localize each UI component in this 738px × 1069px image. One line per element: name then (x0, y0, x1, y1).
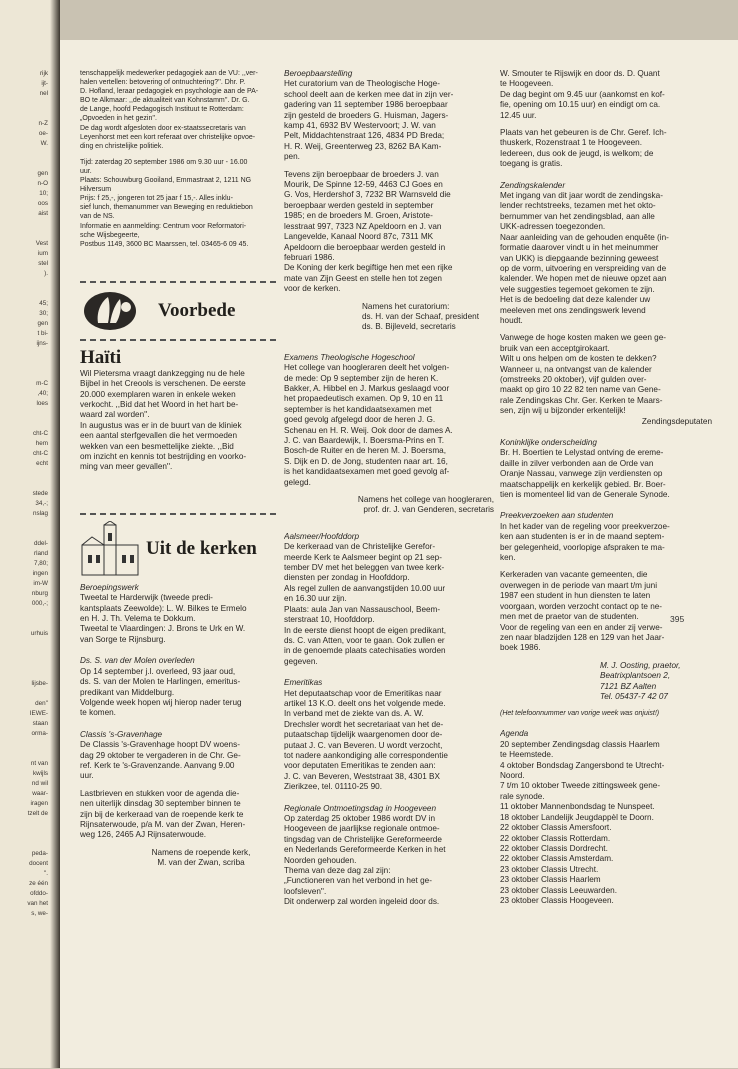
text-line: putaat J. C. van Beveren. U wordt verzocht, (284, 740, 443, 750)
text-line: men met de praetor van de studenten. (500, 612, 639, 622)
text-line: Thema van deze dag zal zijn: (284, 866, 391, 876)
text-line: ds. H. van der Schaaf, president (362, 311, 479, 321)
text-line: meeleven met ons zendingswerk levend (500, 305, 646, 315)
text-line: Wanneer u, na ontvangst van de kalender (500, 364, 652, 374)
agenda-item: Noord. (500, 771, 525, 781)
margin-fragment: oe- (38, 130, 48, 137)
text-line: Als regel zullen de aanvangstijden 10.00 uur (284, 583, 446, 593)
margin-fragment: gen (37, 170, 48, 177)
text-line: Het college van hoogleraren deelt het volgen- (284, 363, 450, 373)
zendingskalender-heading: Zendingskalender (500, 180, 566, 190)
beroepingswerk-text (80, 593, 276, 645)
haiti-text (80, 369, 276, 473)
phone-note: (Het telefoonnummer van vorige week was onjuist!) (500, 710, 660, 718)
text-line: BO te Alkmaar: ,,de aktualiteit van Kohnstamm''. Dr. G. (80, 97, 250, 105)
classis-heading: Classis 's-Gravenhage (80, 729, 163, 739)
preek-heading: Preekverzoeken aan studenten (500, 511, 614, 521)
margin-fragment: den'' (35, 700, 48, 707)
text-line: Het deputaatschap voor de Emeritikas naar (284, 688, 442, 698)
text-line: zijn bij de kerkeraad van de roepende kerk te (80, 809, 244, 819)
text-line: „Opvoeden in het gezin''. (80, 115, 157, 123)
text-line: bernummer van het zendingsblad, aan alle (500, 211, 655, 221)
text-line: Op zaterdag 25 oktober 1986 wordt DV in (284, 814, 436, 823)
koninklijke-heading: Koninklijke onderscheiding (500, 438, 597, 447)
text-line: tember DV met het beleggen van twee kerk- (284, 563, 445, 573)
margin-fragment: staan (32, 720, 48, 727)
text-line: lender rechtstreeks, tezamen met het okto- (500, 201, 656, 211)
text-line: boek 1986. (500, 643, 541, 653)
agenda-item: 22 oktober Classis Amsterdam. (500, 854, 614, 864)
column-1 (80, 69, 276, 1069)
curatorium-signature (284, 302, 494, 333)
text-line: gelegd. (284, 477, 311, 487)
text-line: in de genoemde plaats catechisaties worden (284, 646, 446, 656)
text-line: het propaedeutisch examen. Op 9, 10 en 11 (284, 394, 444, 404)
text-line: februari 1986. (284, 252, 335, 262)
text-line: In de eerste dienst hoopt de eigen predikant, (284, 625, 447, 635)
zending-signature: Zendingsdeputaten (641, 416, 712, 426)
agenda-item: te Heemstede. (500, 750, 554, 760)
plaats-text (500, 128, 712, 170)
text-line: gegeven. (284, 656, 318, 666)
margin-fragment: n-Z (38, 120, 48, 127)
text-line: In augustus was er in de buurt van de kliniek (80, 420, 242, 430)
text-line: Namens de roepende kerk, (151, 847, 251, 857)
margin-fragment: orma- (31, 730, 48, 737)
text-line: Tel. 05437-7 42 07 (600, 691, 668, 701)
text-line: thuskerk, Rozenstraat 1 te Hoogeveen. (500, 138, 642, 148)
text-line: school deelt aan de kerken mee dat in zijn ver- (284, 89, 454, 99)
margin-fragment: peda- (31, 850, 48, 857)
emeritikas-heading: Emeritikas (284, 678, 323, 688)
text-line: Met ingang van dit jaar wordt de zendingska- (500, 191, 663, 201)
margin-fragment: 7,80; (33, 560, 48, 567)
agenda-item: 20 september Zendingsdag classis Haarlem (500, 739, 660, 749)
text-line: Op 14 september j.l. overleed, 93 jaar oud, (80, 666, 236, 676)
text-line: de mede: Op 9 september zijn de heren K. (284, 373, 439, 383)
text-line: ds. B. Bijleveld, secretaris (362, 322, 456, 332)
text-line: ming van meer gevallen''. (80, 462, 173, 472)
text-line: Mourik, De Spinne 12-59, 4463 CJ Goes en (284, 180, 443, 190)
text-line: houdt. (500, 315, 523, 325)
text-line: Prijs: f 25,-, jongeren tot 25 jaar f 15,-. Alles inklu- (80, 195, 233, 203)
text-line: Naar aanleiding van de gehouden enquête (in- (500, 232, 669, 242)
margin-fragment: cht-C (32, 430, 48, 437)
beroep-text (284, 79, 494, 162)
dashed-rule (80, 281, 276, 283)
roepende-kerk-signature (80, 848, 276, 869)
text-line: Zierikzee, tel. 01110-25 90. (284, 782, 383, 792)
continuation-text (500, 69, 712, 121)
text-line: zen naar bladzijden 128 en 129 van het Jaar- (500, 632, 665, 642)
text-line: voorgaan, worden verzocht contact op te ne- (500, 601, 663, 611)
agenda-item: 23 oktober Classis Utrecht. (500, 864, 599, 874)
text-line: Leyenhorst met een kort referaat over christelijke opvoe- (80, 133, 256, 141)
text-line: De Koning der kerk begiftige hen met een rijke (284, 263, 453, 273)
intro-text (80, 69, 276, 151)
text-line: Voor de regeling van een en ander zij verwe- (500, 622, 663, 632)
regionale-heading: Regionale Ontmoetingsdag in Hoogeveen (284, 803, 437, 813)
praying-hands-icon (80, 289, 144, 333)
text-line: september is het kandidaatsexamen met (284, 404, 432, 414)
margin-fragment: W. (40, 140, 48, 147)
text-line: Namens het college van hoogleraren, (357, 495, 494, 505)
text-line: ds. C. van Atten, voor te gaan. Ook zullen er (284, 635, 445, 645)
margin-fragment: 000,-; (31, 600, 48, 607)
margin-fragment: m-C (36, 380, 48, 387)
text-line: fie, opening om 10.15 uur) en eindigt om ca. (500, 100, 661, 110)
aalsmeer-text (284, 542, 494, 667)
text-line: S. Dijk en D. de Jong, studenten naar art. 16, (284, 456, 448, 466)
text-line: lesstraat 997, 7323 NZ Apeldoorn en J. van (284, 221, 442, 231)
text-line: beroepbaar werden gesteld in september (284, 200, 434, 210)
margin-fragment: ''. (43, 870, 48, 877)
margin-fragment: 30; (39, 310, 48, 317)
margin-fragment: cht-C (32, 450, 48, 457)
margin-fragment: rijk (39, 70, 48, 77)
text-line: De kerkeraad van de Christelijke Gerefor- (284, 542, 436, 552)
text-line: vele suggesties tegemoet gekomen te zijn. (500, 284, 655, 294)
text-line: ds. S. van der Molen te Harlingen, emeritus- (80, 677, 241, 687)
voorbede-title: Voorbede (158, 299, 236, 321)
margin-fragment: ). (44, 270, 48, 277)
margin-fragment: s, we- (31, 910, 48, 917)
text-line: pen. (284, 152, 300, 162)
margin-fragment: ium (37, 250, 48, 257)
text-line: tenschappelijk medewerker pedagogiek aan de VU: ,,ver- (80, 70, 258, 77)
text-line: J. C. van Baardewijk, I. Boersma-Prins en T. (284, 436, 445, 445)
koninklijke-text (500, 448, 712, 500)
text-line: sche Wijsbegeerte, (80, 231, 140, 239)
margin-fragment: nburg (31, 590, 48, 597)
text-line: Schenau en H. R. Weij. Ook door de dames A. (284, 425, 453, 435)
agenda-item: 18 oktober Landelijk Jeugdappèl te Doorn. (500, 812, 654, 822)
text-line: weg 126, 2465 AJ Rijnsaterwoude. (80, 830, 207, 840)
kerken-title: Uit de kerken (146, 537, 257, 559)
text-line: Volgende week hopen wij hierop nader terug (80, 697, 242, 707)
text-line: Informatie en aanmelding: Centrum voor Reformatori- (80, 222, 247, 230)
magazine-page (60, 40, 738, 1068)
text-line: UKK-adressen toegezonden. (500, 222, 606, 232)
text-line: putaatschap tijdelijk waargenomen door de- (284, 730, 443, 740)
text-line: Bosch-de Ruiter en de heren M. J. Boersma, (284, 446, 447, 456)
text-line: G. Vos, Herdershof 3, 7232 BR Warnsveld die (284, 190, 451, 200)
margin-fragment: nt van (30, 760, 48, 767)
text-line: Langevelde, Kanaal Noord 87c, 7311 MK (284, 232, 434, 242)
text-line: en H. J. Th. Velema te Dokkum. (80, 614, 196, 624)
margin-fragment: IEWE- (29, 710, 48, 717)
text-line: uur. (80, 167, 92, 175)
exam-text (284, 363, 494, 488)
page-number: 395 (670, 614, 685, 624)
haiti-title: Haïti (80, 346, 122, 368)
text-line: „Functioneren van het verbond in het ge- (284, 876, 432, 886)
text-line: ber gelegenheid, voorlopige afspraken te ma- (500, 542, 665, 552)
margin-fragment: ,40; (37, 390, 48, 397)
margin-fragment: t bi- (37, 330, 48, 337)
margin-fragment: nd wil (31, 780, 48, 787)
text-line: maatschappelijk en kerkelijk gebied. Br. Boer- (500, 479, 666, 489)
text-line: gadering van 11 september 1986 beroepbaar (284, 100, 448, 110)
text-line: bruik van een acceptgirokaart. (500, 343, 610, 353)
text-line: tingsdag van de Christelijke Gereformeerde (284, 834, 442, 844)
lastbrieven-text (80, 789, 276, 841)
text-line: verkocht. ,,Bid dat het Woord in het hart be- (80, 400, 239, 409)
agenda-item: 23 oktober Classis Leeuwarden. (500, 885, 617, 895)
text-line: en Nederlands Gereformeerde Kerken in het (284, 845, 446, 855)
text-line: Postbus 1149, 3600 BC Maarssen, tel. 03465-6 09 45. (80, 240, 249, 248)
text-line: Hilversum (80, 186, 112, 194)
text-line: de Lange, hoofd Pedagogisch Instituut te Rotterdam: (80, 106, 244, 114)
church-icon (80, 521, 142, 577)
exam-heading: Examens Theologische Hogeschool (284, 352, 415, 362)
margin-fragment: ze één (29, 880, 48, 887)
text-line: dag 29 oktober te vergaderen in de Chr. Ge- (80, 750, 241, 760)
text-line: Wilt u ons helpen om de kosten te dekken? (500, 354, 657, 364)
margin-fragment: docent (29, 860, 48, 867)
text-line: ding en christelijke politiek. (80, 142, 164, 150)
text-line: Drechsler wordt het secretariaat van het de- (284, 719, 444, 729)
margin-fragment: gen (37, 320, 48, 327)
emeritikas-text (284, 689, 494, 793)
margin-fragment: nel (39, 90, 48, 97)
margin-fragment: iragen (30, 800, 48, 807)
text-line: kamp 41, 6932 BV Westervoort; J. W. van (284, 121, 436, 131)
text-line: goed gevolg afgelegd door de heren J. G. (284, 415, 436, 425)
margin-fragment: stel (38, 260, 48, 267)
text-line: Rijnsaterwoude, p/a M. van der Zwan, Heren- (80, 819, 246, 829)
margin-fragment: tzelt de (27, 810, 48, 817)
margin-fragment: ofddo- (30, 890, 48, 897)
classis-text (80, 740, 276, 782)
margin-fragment: ddel- (33, 540, 48, 547)
text-line: uur. (80, 771, 94, 781)
text-line: ken. (500, 553, 516, 563)
beroepingswerk-heading: Beroepingswerk (80, 582, 139, 592)
text-line: sief lunch, themanummer van Beweging en reduktiebon (80, 204, 253, 212)
voorbede-header (80, 289, 276, 333)
margin-fragment: echt (36, 460, 48, 467)
agenda-list (500, 740, 712, 907)
text-line: daille in zilver verbonden aan de Orde van (500, 458, 654, 468)
text-line: wekken van een besmettelijke ziekte. ,,Bid (80, 441, 234, 451)
agenda-item: 7 t/m 10 oktober Tweede zittingsweek gene- (500, 781, 661, 791)
margin-fragment: lijsbe- (31, 680, 48, 687)
beroep-text-2 (284, 170, 494, 295)
agenda-item: 4 oktober Bondsdag Zangersbond te Utrecht- (500, 760, 665, 770)
kosten-text (500, 333, 712, 416)
dashed-rule (80, 513, 276, 515)
text-line: De Classis 's-Gravenhage hoopt DV woens- (80, 740, 240, 750)
text-line: Kerkeraden van vacante gemeenten, die (500, 570, 648, 580)
margin-fragment: waar- (32, 790, 48, 797)
text-line: meerde Kerk te Aalsmeer begint op 21 sep- (284, 552, 442, 562)
kerken-header (80, 521, 276, 577)
column-2 (284, 69, 494, 1069)
margin-fragment: hem (35, 440, 48, 447)
text-line: predikant van Middelburg. (80, 687, 175, 697)
text-line: sterstraat 10, Hoofddorp. (284, 615, 375, 625)
text-line: voor de kerken. (284, 284, 341, 294)
text-line: Wil Pietersma vraagt dankzegging nu de hele (80, 368, 245, 378)
text-line: Hoogeveen de jaarlijkse regionale ontmoe- (284, 824, 440, 834)
agenda-item: 23 oktober Classis Hoogeveen. (500, 895, 614, 905)
margin-fragment: rland (33, 550, 48, 557)
agenda-heading: Agenda (500, 729, 529, 739)
text-line: 20.000 exemplaren waren in enkele weken (80, 389, 236, 399)
text-line: diensten per zondag in Hoofddorp. (284, 573, 410, 583)
margin-fragment: loes (36, 400, 48, 407)
text-line: W. Smouter te Rijswijk en door ds. D. Quant (500, 69, 660, 78)
margin-fragment: aist (38, 210, 48, 217)
text-line: van UKK) is diepgaande bezinning geweest (500, 253, 659, 263)
margin-fragment: stede (32, 490, 48, 497)
text-line: sen, zijn wij u bijzonder erkentelijk! (500, 406, 626, 416)
molen-heading: Ds. S. van der Molen overleden (80, 656, 195, 666)
text-line: nen uiterlijk dinsdag 30 september binnen te (80, 799, 241, 809)
text-line: In verband met de ziekte van ds. A. W. (284, 709, 424, 719)
margin-fragment: ingen (32, 570, 48, 577)
text-line: artikel 13 K.O. deelt ons het volgende mede. (284, 698, 446, 708)
event-info (80, 158, 276, 249)
agenda-item: 22 oktober Classis Rotterdam. (500, 833, 611, 843)
text-line: (omstreeks 20 oktober), vijf gulden over- (500, 374, 647, 384)
regionale-text (284, 814, 494, 908)
text-line: Tweetal te Vlaardingen: J. Brons te Urk en W. (80, 624, 246, 634)
text-line: Pelt, Middachtenstraat 126, 4834 PD Breda; (284, 131, 445, 141)
preek-text (500, 522, 712, 564)
vacante-text (500, 570, 712, 653)
text-line: Iedereen, dus ook de jeugd, is welkom; de (500, 148, 654, 158)
text-line: prof. dr. J. van Genderen, secretaris (363, 505, 494, 515)
margin-fragment: Vest (35, 240, 48, 247)
text-line: Tijd: zaterdag 20 september 1986 om 9.30 uur - 16.00 (80, 158, 248, 166)
text-line: formatie daarover vindt u in het meinummer (500, 243, 659, 253)
text-line: Beatrixplantsoen 2, (600, 671, 671, 681)
text-line: loofsleven''. (284, 886, 327, 896)
molen-text (80, 667, 276, 719)
margin-fragment: nslag (32, 510, 48, 517)
text-line: M. van der Zwan, scriba (157, 858, 245, 868)
margin-fragment: n-O (37, 180, 48, 187)
text-line: tot nadere aankondiging alle correspondentie (284, 750, 448, 760)
text-line: De dag wordt afgesloten door ex-staatssecretaris van (80, 124, 246, 132)
text-line: J. C. van Beveren, Weststraat 38, 4301 BX (284, 771, 440, 781)
dashed-rule (80, 339, 276, 341)
text-line: Tevens zijn beroepbaar de broeders J. van (284, 169, 439, 179)
agenda-item: rale synode. (500, 791, 545, 801)
text-line: een aantal sterfgevallen die het vermoeden (80, 431, 238, 441)
aalsmeer-heading: Aalsmeer/Hoofddorp (284, 531, 360, 541)
text-line: kantsplaats Zeewolde): L. W. Bilkes te Ermelo (80, 603, 247, 613)
text-line: Namens het curatorium: (362, 301, 450, 311)
margin-fragment: kwijls (32, 770, 48, 777)
text-line: Bakker, A. Hibbel en J. Markus geslaagd voor (284, 383, 450, 393)
text-line: te komen. (80, 708, 116, 718)
text-line: Apeldoorn die beroepbaar werden gesteld in (284, 242, 446, 252)
text-line: Plaats: Schouwburg Gooiland, Emmastraat 2, 1211 NG (80, 177, 252, 185)
margin-fragment: van het (27, 900, 48, 907)
text-line: maakt op giro 10 22 82 ten name van Gene- (500, 385, 661, 395)
text-line: 1985; en de broeders M. Groen, Aristote- (284, 211, 433, 221)
text-line: Dit onderwerp zal worden ingeleid door ds. (284, 897, 440, 907)
text-line: 12.45 uur. (500, 110, 537, 120)
text-line: en 16.30 uur zijn. (284, 594, 347, 604)
margin-fragment: im-W (33, 580, 48, 587)
text-line: Br. H. Boertien te Lelystad ontving de ereme- (500, 448, 664, 458)
text-line: Plaats van het gebeuren is de Chr. Geref. Ich- (500, 128, 667, 138)
text-line: zijn gesteld de broeders G. Huisman, Jagers- (284, 110, 449, 120)
agenda-item: 23 oktober Classis Haarlem (500, 875, 601, 885)
text-line: van de NS. (80, 213, 115, 221)
text-line: Bijbel in het Creools is verschenen. De eerste (80, 379, 246, 389)
text-line: te Hoogeveen. (500, 79, 554, 89)
text-line: tien is momenteel lid van de Generale Synode. (500, 490, 670, 500)
text-line: Vanwege de hoge kosten maken we geen ge- (500, 333, 666, 343)
text-line: In het kader van de regeling voor preekverzoe- (500, 521, 670, 531)
text-line: Het curatorium van de Theologische Hoge- (284, 79, 440, 89)
text-line: M. J. Oosting, praetor, (600, 660, 681, 670)
margin-fragment: ijns- (36, 340, 48, 347)
text-line: Tweetal te Harderwijk (tweede predi- (80, 593, 213, 603)
text-line: rale Zendingskas Chr. Ger. Kerken te Maars- (500, 395, 663, 405)
text-line: Het is de bedoeling dat deze kalender uw (500, 295, 651, 305)
agenda-item: 11 oktober Mannenbondsdag te Nunspeet. (500, 802, 655, 812)
text-line: is het kandidaatsexamen met goed gevolg af- (284, 467, 450, 477)
text-line: toegang is gratis. (500, 159, 563, 169)
column-3 (500, 69, 712, 1069)
margin-fragment: ijt- (41, 80, 48, 87)
text-line: op de vorm, uitvoering en verspreiding van de (500, 263, 667, 273)
margin-fragment: urhuis (30, 630, 48, 637)
margin-fragment: 34,-; (35, 500, 48, 507)
text-line: 1987 een student in hun diensten te laten (500, 591, 651, 601)
text-line: De dag begint om 9.45 uur (aankomst en kof- (500, 89, 665, 99)
margin-fragment: oos (37, 200, 48, 207)
agenda-item: 22 oktober Classis Amersfoort. (500, 823, 612, 833)
text-line: van Sorge te Rijnsburg. (80, 634, 166, 644)
text-line: H. R. Weij, Greenterweg 23, 8262 BA Kam- (284, 141, 442, 151)
text-line: ref. Kerk te 's-Gravenzande. Aanvang 9.00 (80, 760, 235, 770)
text-line: om inzicht en kennis tot bestrijding en voorko- (80, 452, 247, 462)
agenda-item: 22 oktober Classis Dordrecht. (500, 843, 608, 853)
zendingskalender-text (500, 191, 712, 326)
text-line: voor deputaten Emeritikas te zenden aan: (284, 761, 436, 771)
margin-fragment: 10; (39, 190, 48, 197)
text-line: overwegen in de periode van maart t/m juni (500, 580, 658, 590)
text-line: halen vertellen: betovering of ontnuchtering?''. Dhr. P. (80, 79, 246, 87)
text-line: Lastbrieven en stukken voor de agenda die- (80, 788, 240, 798)
text-line: Noorden gehouden. (284, 855, 357, 865)
text-line: D. Hofland, leraar pedagogiek en psychologie aan de PA- (80, 88, 259, 96)
text-line: ken aan studenten is er in de maand septem- (500, 532, 665, 542)
text-line: mate van Zijn Geest en stelle hen tot zegen (284, 273, 442, 283)
text-line: 7121 BZ Aalten (600, 681, 657, 691)
exam-signature (284, 495, 494, 516)
beroep-heading: Beroepbaarstelling (284, 69, 353, 78)
text-line: Oranje Nassau, vanwege zijn verdiensten op (500, 469, 663, 479)
text-line: kalender. We hopen met de nieuwe opzet aan (500, 274, 667, 284)
text-line: Plaats: aula Jan van Nassauschool, Beem- (284, 604, 441, 614)
margin-fragment: 45; (39, 300, 48, 307)
page-gutter (50, 0, 60, 1068)
text-line: waard zal worden''. (80, 410, 150, 420)
praetor-signature (500, 661, 712, 703)
